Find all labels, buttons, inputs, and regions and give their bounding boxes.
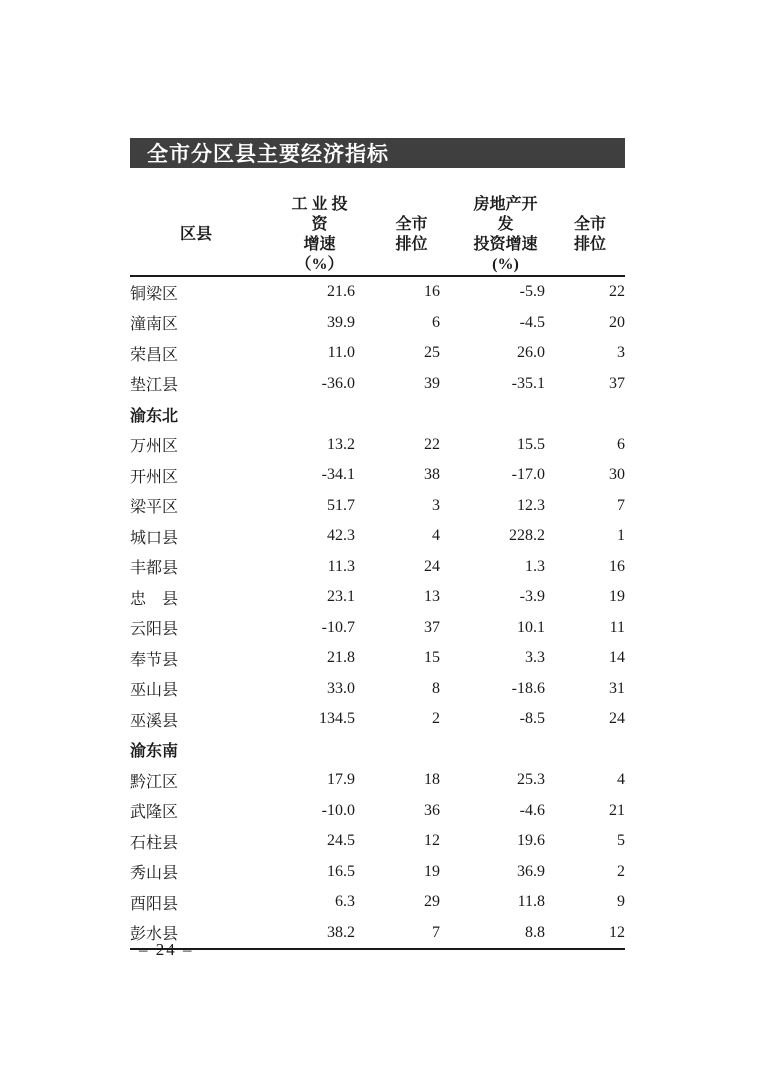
table-row	[130, 491, 625, 522]
table-row	[130, 826, 625, 857]
value-cell: 228.2	[509, 527, 545, 545]
value-cell: 6	[432, 313, 440, 331]
value-cell: 31	[609, 679, 625, 697]
region-name-cell: 丰都县	[130, 560, 179, 578]
value-cell: -4.6	[519, 801, 545, 819]
value-cell: 42.3	[327, 527, 355, 545]
table-row	[130, 857, 625, 888]
value-cell: 39.9	[327, 313, 355, 331]
value-cell: 5	[617, 832, 625, 850]
column-header-line: 增速（%）	[295, 236, 344, 273]
table-row	[130, 674, 625, 705]
value-cell: 30	[609, 466, 625, 484]
table-row	[130, 460, 625, 491]
value-cell: 19	[609, 588, 625, 606]
value-cell: 37	[424, 618, 440, 636]
table-row	[130, 338, 625, 369]
table-row	[130, 643, 625, 674]
value-cell: 15.5	[517, 435, 545, 453]
column-header-line: 区县	[179, 226, 212, 243]
value-cell: 6	[617, 435, 625, 453]
region-name-cell: 万州区	[130, 438, 179, 456]
value-cell: 16.5	[327, 862, 355, 880]
value-cell: 22	[424, 435, 440, 453]
value-cell: 3	[617, 344, 625, 362]
value-cell: 22	[609, 283, 625, 301]
value-cell: 24	[424, 557, 440, 575]
column-header	[130, 195, 262, 276]
value-cell: -10.7	[321, 618, 355, 636]
region-name-cell: 渝东南	[130, 743, 179, 761]
region-name-cell: 奉节县	[130, 651, 179, 669]
value-cell	[262, 735, 355, 766]
table-row	[130, 796, 625, 827]
column-header	[545, 195, 625, 276]
value-cell: 12	[424, 832, 440, 850]
region-name-cell: 秀山县	[130, 865, 179, 883]
region-name-cell: 渝东北	[130, 407, 179, 425]
table-row	[130, 613, 625, 644]
column-header-line: 全市	[573, 216, 606, 233]
page-title: 全市分区县主要经济指标	[147, 143, 389, 166]
value-cell: 11.8	[517, 893, 545, 911]
value-cell: -10.0	[321, 801, 355, 819]
value-cell	[545, 735, 625, 766]
value-cell: 8.8	[525, 923, 545, 941]
value-cell: 8	[432, 679, 440, 697]
value-cell: -4.5	[519, 313, 545, 331]
value-cell: 17.9	[327, 771, 355, 789]
column-header-line: 工 业 投 资	[291, 196, 348, 233]
value-cell	[355, 399, 440, 430]
value-cell: -35.1	[511, 374, 545, 392]
region-name-cell: 荣昌区	[130, 346, 179, 364]
value-cell: 6.3	[335, 893, 355, 911]
region-name-cell: 云阳县	[130, 621, 179, 639]
value-cell: 7	[432, 923, 440, 941]
section-title-bar	[130, 138, 625, 168]
region-name-cell: 垫江县	[130, 377, 179, 395]
value-cell: -36.0	[321, 374, 355, 392]
value-cell: 4	[432, 527, 440, 545]
value-cell: -34.1	[321, 466, 355, 484]
value-cell: -18.6	[511, 679, 545, 697]
table-row	[130, 918, 625, 950]
table-row	[130, 369, 625, 400]
value-cell: 134.5	[319, 710, 355, 728]
value-cell: 20	[609, 313, 625, 331]
region-name-cell: 忠 县	[130, 590, 179, 608]
section-row	[130, 735, 625, 766]
region-name-cell: 铜梁区	[130, 285, 179, 303]
table-row	[130, 887, 625, 918]
value-cell: 13	[424, 588, 440, 606]
table-body	[130, 276, 625, 949]
value-cell: 15	[424, 649, 440, 667]
region-name-cell: 梁平区	[130, 499, 179, 517]
value-cell: 37	[609, 374, 625, 392]
value-cell: 21	[609, 801, 625, 819]
value-cell: 29	[424, 893, 440, 911]
value-cell: 13.2	[327, 435, 355, 453]
table-row	[130, 765, 625, 796]
value-cell: 39	[424, 374, 440, 392]
value-cell: 51.7	[327, 496, 355, 514]
table-row	[130, 521, 625, 552]
region-name-cell: 巫溪县	[130, 712, 179, 730]
value-cell: 25.3	[517, 771, 545, 789]
value-cell: 24	[609, 710, 625, 728]
value-cell: 38.2	[327, 923, 355, 941]
value-cell: 25	[424, 344, 440, 362]
value-cell: 3.3	[525, 649, 545, 667]
value-cell: 2	[432, 710, 440, 728]
value-cell	[262, 399, 355, 430]
value-cell: 26.0	[517, 344, 545, 362]
value-cell: -5.9	[519, 283, 545, 301]
value-cell	[545, 399, 625, 430]
region-name-cell: 酉阳县	[130, 895, 179, 913]
region-name-cell: 黔江区	[130, 773, 179, 791]
column-header	[440, 195, 545, 276]
value-cell: 33.0	[327, 679, 355, 697]
column-header	[355, 195, 440, 276]
column-header-line: (%)	[492, 256, 519, 273]
value-cell	[440, 735, 545, 766]
table-row	[130, 552, 625, 583]
value-cell: 14	[609, 649, 625, 667]
region-name-cell: 石柱县	[130, 834, 179, 852]
region-name-cell: 武隆区	[130, 804, 179, 822]
value-cell: -3.9	[519, 588, 545, 606]
value-cell	[355, 735, 440, 766]
table-row	[130, 276, 625, 308]
table-row	[130, 582, 625, 613]
value-cell: 7	[617, 496, 625, 514]
region-name-cell: 巫山县	[130, 682, 179, 700]
value-cell: 19.6	[517, 832, 545, 850]
value-cell: 16	[609, 557, 625, 575]
value-cell: 3	[432, 496, 440, 514]
header-row	[130, 195, 625, 276]
value-cell: 24.5	[327, 832, 355, 850]
value-cell: 18	[424, 771, 440, 789]
value-cell: 21.8	[327, 649, 355, 667]
value-cell: 11	[609, 618, 625, 636]
column-header-line: 全市	[395, 216, 428, 233]
region-name-cell: 彭水县	[130, 926, 179, 944]
economic-indicators-table	[130, 195, 625, 950]
value-cell: 36.9	[517, 862, 545, 880]
table-row	[130, 308, 625, 339]
value-cell	[440, 399, 545, 430]
table-row	[130, 430, 625, 461]
column-header-line: 投资增速	[473, 236, 538, 253]
value-cell: -8.5	[519, 710, 545, 728]
value-cell: 11.3	[327, 557, 355, 575]
value-cell: 10.1	[517, 618, 545, 636]
value-cell: 21.6	[327, 283, 355, 301]
value-cell: 36	[424, 801, 440, 819]
region-name-cell: 潼南区	[130, 316, 179, 334]
value-cell: 4	[617, 771, 625, 789]
column-header-line: 排位	[395, 236, 428, 253]
page-number: – 24 –	[139, 940, 194, 959]
value-cell: 19	[424, 862, 440, 880]
value-cell: 11.0	[327, 344, 355, 362]
table-row	[130, 704, 625, 735]
column-header	[262, 195, 355, 276]
table-header	[130, 195, 625, 276]
value-cell: 12	[609, 923, 625, 941]
column-header-line: 房地产开发	[473, 196, 538, 233]
value-cell: 38	[424, 466, 440, 484]
region-name-cell: 开州区	[130, 468, 179, 486]
region-name-cell: 城口县	[130, 529, 179, 547]
value-cell: 1	[617, 527, 625, 545]
value-cell: 9	[617, 893, 625, 911]
value-cell: -17.0	[511, 466, 545, 484]
value-cell: 16	[424, 283, 440, 301]
value-cell: 1.3	[525, 557, 545, 575]
value-cell: 23.1	[327, 588, 355, 606]
value-cell: 2	[617, 862, 625, 880]
value-cell: 12.3	[517, 496, 545, 514]
section-row	[130, 399, 625, 430]
column-header-line: 排位	[573, 236, 606, 253]
